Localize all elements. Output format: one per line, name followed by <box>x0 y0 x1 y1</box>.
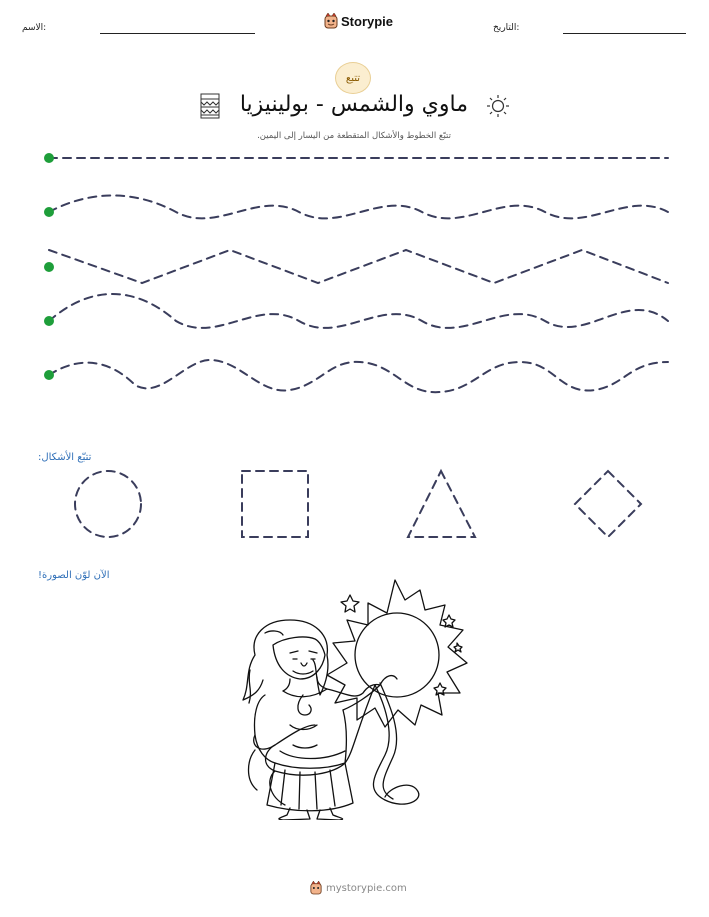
footer-site-link[interactable]: mystorypie.com <box>326 882 407 894</box>
footer <box>310 881 407 895</box>
trace-shapes <box>0 460 709 550</box>
page-title: ماوي والشمس - بولينيزيا <box>239 92 468 117</box>
trace-lines <box>0 0 709 400</box>
start-dot <box>44 316 54 326</box>
trace-circle <box>75 471 141 537</box>
trace-badge-label: تتبع <box>345 72 361 84</box>
date-label: التاريخ: <box>493 23 520 33</box>
trace-line-wave-3 <box>49 360 668 392</box>
coloring-section-label: الآن لوّن الصورة! <box>38 570 110 581</box>
instructions: تتبّع الخطوط والأشكال المتقطعة من اليسار إلى اليمين. <box>257 131 451 141</box>
start-dot <box>44 370 54 380</box>
shapes-section-label: تتبّع الأشكال: <box>38 452 92 463</box>
storypie-mascot-icon <box>310 881 322 895</box>
name-label: الاسم: <box>22 23 47 33</box>
trace-line-wave-1 <box>49 196 668 219</box>
start-dot <box>44 207 54 217</box>
trace-line-wave-2 <box>49 294 668 328</box>
maui-and-sun-illustration <box>235 575 470 820</box>
start-dot <box>44 153 54 163</box>
trace-diamond <box>575 471 641 537</box>
trace-line-zigzag <box>49 250 668 283</box>
trace-triangle <box>408 471 475 537</box>
trace-square <box>242 471 308 537</box>
brand-name: Storypie <box>341 13 394 29</box>
start-dot <box>44 262 54 272</box>
